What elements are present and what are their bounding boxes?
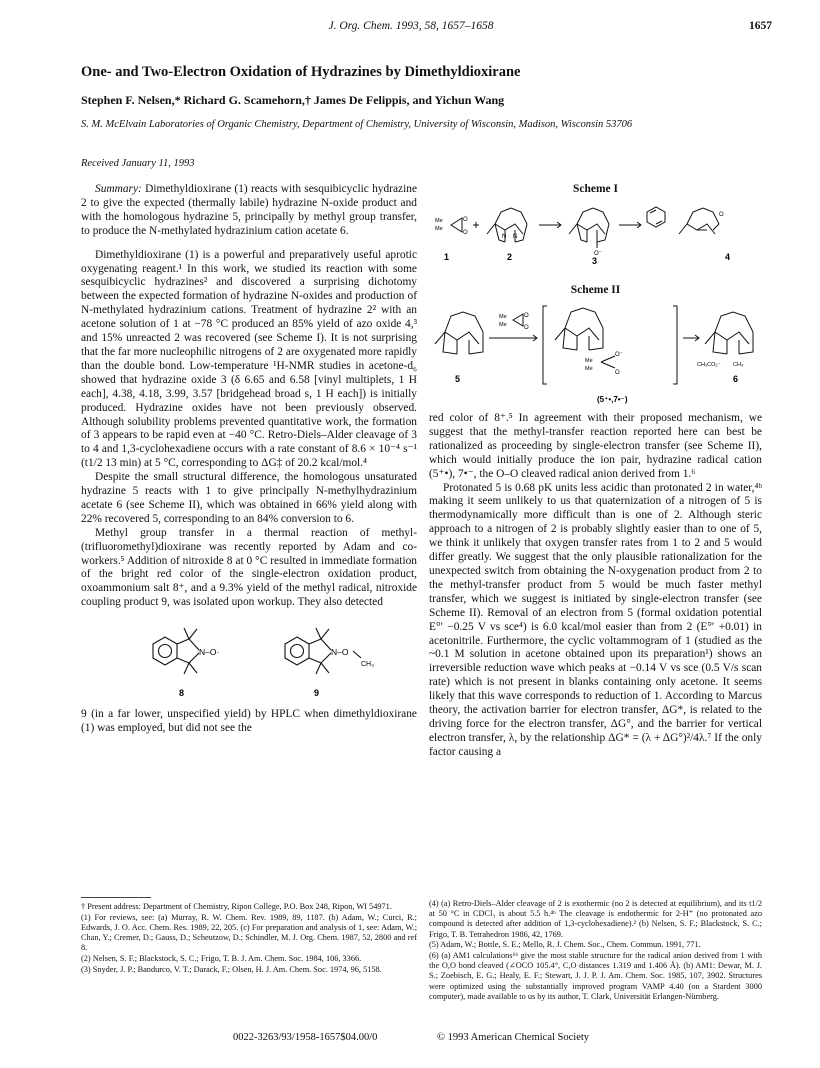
compound-label-1: 1 [444,252,450,262]
oxide-label: O⁻ [594,251,602,257]
copyright: © 1993 American Chemical Society [437,1032,590,1043]
oxygen-label: O [524,325,529,331]
summary-paragraph [81,183,417,239]
methyl-label: Me [499,314,507,320]
methyl-label: Me [585,366,593,372]
author-list: Stephen F. Nelsen,* Richard G. Scamehorn,† James De Felippis, and Yichun Wang [81,93,505,107]
scheme-2-title: Scheme II [570,284,621,296]
summary-text: Dimethyldioxirane (1) reacts with sesquibicyclic hydrazine 2 to give the expected (thermally labile) hydrazine N-oxide product and with the homologous hydrazine 5, principally by methyl group transfer, to produce the N-methylated hydrazinium cation acetate 6. [81,183,417,237]
scheme-2-figure [429,300,762,408]
aromatic-circle-8 [159,645,172,658]
footnote-rule [81,897,151,898]
scheme-1-title: Scheme I [572,183,619,195]
compound-label-4: 4 [725,252,731,262]
oxide-label: O [719,212,724,218]
page-number: 1657 [749,20,772,32]
footnote: (6) (a) AM1 calculations⁶ᵇ give the most stable structure for the radical anion derived from 1 with the O,O bond cleaved (∠OCO 105.4°, C,O distances 1.319 and 1.406 Å). (b) AM1: Dewar, M. J. S.; Zoebisch, E. G.; Healy, E. F.; Stewart, J. J. P. J. Am. Chem. Soc. 1985, 107, 3902. Structures were optimized using the substantially improved program VAMP 4.40 (on a Stardent 3000 computer), made available to us by its author, T. Clark, Universität Erlangen-Nürnberg. [429,951,762,1001]
footnote: (2) Nelsen, S. F.; Blackstock, S. C.; Frigo, T. B. J. Am. Chem. Soc. 1984, 106, 3366. [81,954,362,964]
affiliation: S. M. McElvain Laboratories of Organic Chemistry, Department of Chemistry, University of Wisconsin, Madison, Wisconsin 53706 [81,119,633,130]
oxygen-label: O [615,370,620,376]
nitroxide-structures-figure [81,618,417,704]
methyl-label: CH₃ [733,362,744,368]
compound-label-3: 3 [592,256,598,266]
methyl-label: Me [435,218,443,224]
intermediate-label: (5⁺•,7•⁻) [597,395,628,404]
nitrogen-label: N [513,234,518,240]
footnote: (1) For reviews, see: (a) Murray, R. W. Chem. Rev. 1989, 89, 1187. (b) Adam, W.; Curci, R.; Edwards, J. O. Acc. Chem. Res. 1989, 22, 205. (c) For preparation and analysis of 1, see: Adam, W.; Chan, Y.; Cremer, D.; Gauss, D.; Scheutzow, D.; Schindler, M. J. Org. Chem. 1987, 52, 2800 and ref 8. [81,912,417,953]
left-column [81,183,417,736]
body-paragraph: Dimethyldioxirane (1) is a powerful and preparatively useful aprotic oxygenating reagent.¹ In this work, we studied its reaction with some sesquibicyclic hydrazines² and discovered a surprising dichotomy between the expected formation of hydrazine N-oxides and production of N-methylated hydrazinium cations. Treatment of hydrazine 2² with an acetone solution of 1 at −78 °C produced an 85% yield of azo oxide 4,³ and 15% unreacted 2 was recovered (see Scheme I). It is not surprising that the far more nucleophilic nitrogens of 2 are oxygenated more rapidly than the double bond. Low-temperature ¹H-NMR studies in acetone-d₆ showed that hydrazine oxide 3 (δ 6.65 and 6.58 [vinyl multiplets, 1 H each], 4.38, 4.18, 3.99, 3.57 [bridgehead broad s, 1 H each]) is initially produced. Hydrazine oxides have not been previously observed. Although solubility problems prevented quantitative work, the formation of 3 appears to be rapid even at −40 °C. Retro-Diels–Alder cleavage of 3 to 4 and 1,3-cyclohexadiene occurs with a rate constant of 8.6 × 10⁻⁴ s⁻¹ (t1/2 13 min) at 5 °C, corresponding to ΔG‡ of 20.2 kcal/mol.⁴ [81,248,417,470]
compound-label-6: 6 [733,374,739,384]
body-paragraph-continued: 9 (in a far lower, unspecified yield) by HPLC when dimethyldioxirane (1) was employed, but did not see the [81,708,417,735]
methyl-label: Me [499,322,507,328]
article-code: 0022-3263/93/1958-1657$04.00/0 [233,1032,378,1043]
received-date: Received January 11, 1993 [81,158,195,169]
right-column [429,412,762,760]
oxygen-label: O [463,217,468,223]
methyl-label-9: CH₃ [361,661,374,669]
dioxirane-ring-1 [451,218,462,232]
running-header [50,20,772,38]
journal-citation: J. Org. Chem. 1993, 58, 1657–1658 [328,20,494,32]
methyl-label: Me [585,358,593,364]
body-paragraph: red color of 8⁺.⁵ In agreement with their proposed mechanism, we suggest that the methyl-transfer reaction reported here can best be rationalized as proceeding by single-electron transfer (see Scheme II), which would initially produce the ion pair, hydrazine radical cation (5⁺•), 7•⁻, the O–O cleaved radical anion derived from 1.⁶ [429,412,762,480]
oxygen-label: O [524,313,529,319]
body-paragraph: Methyl group transfer in a thermal reaction of methyl-(trifluoromethyl)dioxirane was recently reported by Adam and co-workers.⁵ Addition of nitroxide 8 at 0 °C resulted in immediate formation of the bright red color of the single-electron oxidation product, oxoammonium salt 8⁺, and a 9.3% yield of the methyl radical, nitroxide coupling product 9, was isolated upon workup. They also detected [81,526,417,609]
footnote: (4) (a) Retro-Diels–Alder cleavage of 2 is exothermic (no 2 is detected at equilibrium), and its t1/2 at 50 °C in CDCl₃ is about 5.5 h.⁴ᵇ The cleavage is endothermic for 2-H⁺ (no protonated azo compound is detected after addition of 1,3-cyclohexadiene).² (b) Nelsen, S. F.; Blackstock, S. C.; Frigo, T. B. Tetrahedron 1986, 42, 1769. [429,899,762,939]
footnote: (3) Snyder, J. P.; Bandurco, V. T.; Darack, F.; Olsen, H. J. Am. Chem. Soc. 1974, 96, 5158. [81,964,382,974]
article-title: One- and Two-Electron Oxidation of Hydrazines by Dimethyldioxirane [81,64,521,80]
benzene-ring-8 [153,637,177,665]
footnotes-left [81,902,417,975]
oxygen-label: O⁻ [615,352,623,358]
no-label-9: N–O [331,647,349,658]
footnotes-right [429,899,762,1003]
scheme-1-figure [429,200,762,266]
benzene-ring-9 [285,637,309,665]
compound-label-8: 8 [179,688,185,699]
oxygen-label: O [463,230,468,236]
compound-label-5: 5 [455,374,461,384]
acetate-label: CH₃CO₂⁻ [697,362,721,368]
footnote: † Present address: Department of Chemistry, Ripon College, P.O. Box 248, Ripon, WI 54971. [81,902,392,911]
methyl-label: Me [435,226,443,232]
summary-label: Summary: [95,183,142,195]
body-paragraph: Despite the small structural difference, the homologous unsaturated hydrazine 5 reacts with 1 to give principally N-methylhydrazinium acetate 6 (see Scheme II), which was obtained in 66% yield along with 22% recovered 5, corresponding to an 84% conversion to 6. [81,471,417,525]
compound-label-2: 2 [507,252,513,262]
aromatic-circle-9 [291,645,304,658]
nitroxide-label-8: N–O· [199,647,220,658]
nitrogen-label: N [502,234,507,240]
body-paragraph: Protonated 5 is 0.68 pK units less acidic than protonated 2 in water,⁴ᵇ making it seem unlikely to us that quaternization of a nitrogen of 5 is thermodynamically more difficult than is one of 2. Although steric approach to a nitrogen of 2 is probably slightly easier than to one of 5, we think it unlikely that oxygen transfer rates from 1 to 2 and 5 would differ greatly. We suggest that the only plausible rationalization for the unexpected switch from obtaining the N-oxygenation product from 2 to the methyl-transfer product from 5 would be much faster methyl transfer, which we suggest is initiated by single-electron transfer (see Scheme II). Removal of an electron from 5 (formal oxidation potential E°′ −0.25 V vs sce⁴) is 6.0 kcal/mol easier than from 2 (E°′ +0.01) in acetonitrile. Furthermore, the cyclic voltammogram of 1 (studied as the ~0.1 M solution in acetone obtained upon its preparation¹) shows an irreversible reduction wave which peaks at −0.14 V vs sce (0.5 V/s scan rate) which is not present in blanks containing only acetone. It seems likely that this wave corresponds to reduction of 1. According to Marcus theory, the activation barrier for electron transfer, ΔG*, is related to the driving force for the electron transfer, ΔG°, and the barrier for vertical electron transfer, λ, by the relationship ΔG* = (λ + ΔG°)²/4λ.⁷ If the only factor causing a [429,481,762,758]
compound-label-9: 9 [314,688,320,699]
footnote: (5) Adam, W.; Bottle, S. E.; Mello, R. J. Chem. Soc., Chem. Commun. 1991, 771. [429,940,701,950]
